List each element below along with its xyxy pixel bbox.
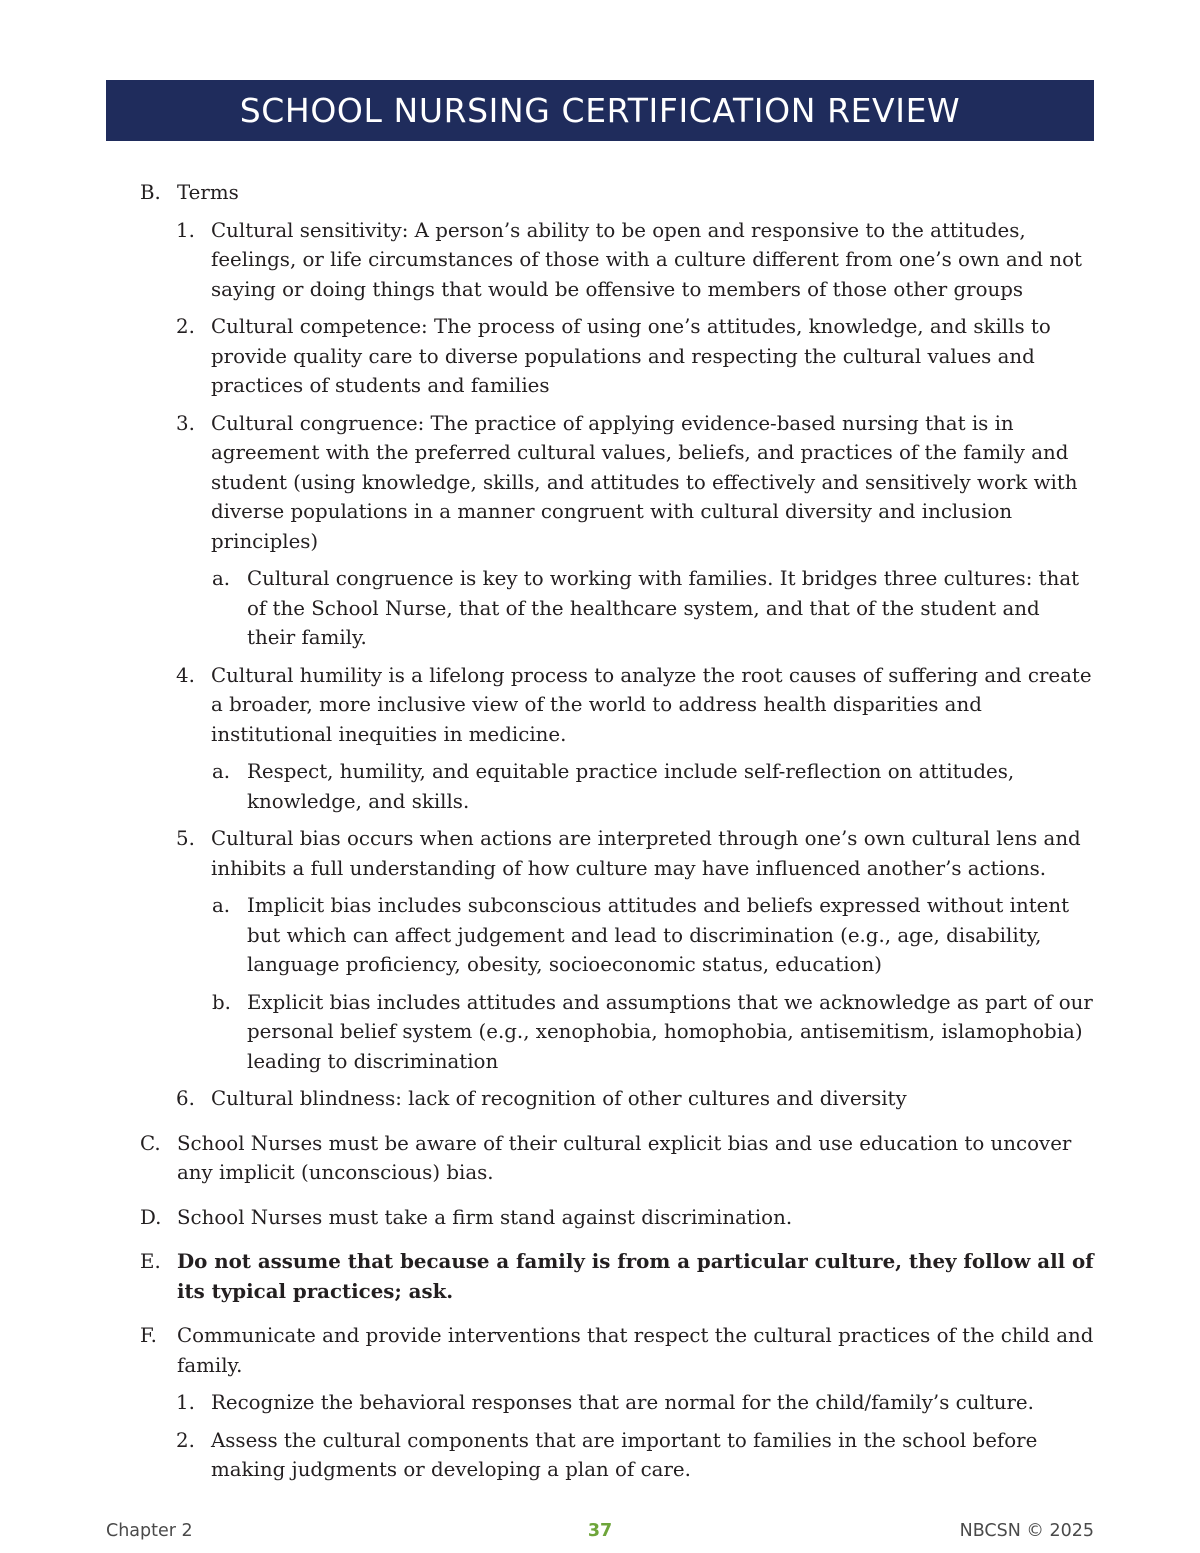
outline-item-f1 — [176, 1388, 1094, 1418]
outline-item-b4a — [212, 757, 1094, 816]
item-text: Recognize the behavioral responses that are normal for the child/family’s culture. — [211, 1391, 1034, 1414]
outline-item-b3a — [212, 564, 1094, 653]
outline-item-b5b — [212, 988, 1094, 1077]
item-marker: a. — [212, 567, 231, 590]
item-marker: D. — [140, 1205, 162, 1229]
item-text: Terms — [177, 181, 239, 204]
item-text: Cultural sensitivity: A person’s ability to be open and responsive to the attitudes, feelings, or life circumstances of those with a culture different from one’s own and not saying or doing things that would be offensive to members of those other groups — [211, 218, 1082, 301]
outline-item-b — [140, 178, 1094, 208]
outline-item-b5a — [212, 891, 1094, 980]
outline-item-b6 — [176, 1084, 1094, 1114]
item-text: Respect, humility, and equitable practice include self-reflection on attitudes, knowledge, and skills. — [247, 760, 1015, 813]
item-text: Explicit bias includes attitudes and assumptions that we acknowledge as part of our personal belief system (e.g., xenophobia, homophobia, antisemitism, islamophobia) leading to discrimination — [247, 990, 1093, 1073]
item-marker: b. — [212, 990, 231, 1014]
item-marker: B. — [140, 181, 161, 204]
item-marker: 5. — [176, 827, 195, 850]
item-text: Cultural bias occurs when actions are interpreted through one’s own cultural lens and inhibits a full understanding of how culture may have influenced another’s actions. — [211, 827, 1081, 880]
outline-item-c — [140, 1129, 1094, 1188]
item-text: Cultural humility is a lifelong process to analyze the root causes of suffering and create a broader, more inclusive view of the world to address health disparities and institutional inequities in medicine. — [211, 663, 1092, 746]
item-text: Communicate and provide interventions that respect the cultural practices of the child and family. — [177, 1324, 1094, 1377]
item-text: Cultural congruence: The practice of applying evidence-based nursing that is in agreement with the preferred cultural values, beliefs, and practices of the family and student (using knowledge, skills, and attitudes to effectively and sensitively work with diverse populations in a manner congruent with cultural diversity and inclusion principles) — [211, 411, 1078, 553]
item-text: School Nurses must be aware of their cultural explicit bias and use education to uncover any implicit (unconscious) bias. — [177, 1131, 1072, 1184]
outline-item-f — [140, 1321, 1094, 1380]
item-marker: E. — [140, 1250, 161, 1273]
item-marker: a. — [212, 760, 231, 783]
item-text: School Nurses must take a firm stand against discrimination. — [177, 1205, 793, 1229]
item-marker: 1. — [176, 218, 195, 242]
item-marker: a. — [212, 894, 231, 917]
outline-item-d — [140, 1203, 1094, 1233]
item-marker: C. — [140, 1131, 161, 1155]
item-text-emphasis: Do not assume that because a family is from a particular culture, they follow all of its typical practices; ask. — [177, 1249, 1094, 1303]
item-marker: 1. — [176, 1391, 195, 1414]
item-text: Cultural competence: The process of using one’s attitudes, knowledge, and skills to provide quality care to diverse populations and respecting the cultural values and practices of students and families — [211, 315, 1051, 397]
item-marker: 3. — [176, 411, 195, 435]
header-banner — [106, 80, 1094, 141]
item-text: Assess the cultural components that are important to families in the school before making judgments or developing a plan of care. — [211, 1428, 1038, 1481]
item-marker: 4. — [176, 663, 195, 687]
page-number: 37 — [587, 1521, 613, 1541]
item-text: Implicit bias includes subconscious attitudes and beliefs expressed without intent but which can affect judgement and lead to discrimination (e.g., age, disability, language proficiency, obesity, socioeconomic status, education) — [247, 894, 1070, 976]
item-text: Cultural blindness: lack of recognition of other cultures and diversity — [211, 1087, 907, 1110]
outline-item-b4 — [176, 661, 1094, 750]
outline-item-b3 — [176, 409, 1094, 557]
page-title: SCHOOL NURSING CERTIFICATION REVIEW — [239, 91, 961, 130]
footer-chapter: Chapter 2 — [106, 1521, 193, 1541]
item-marker: 6. — [176, 1087, 195, 1110]
outline-item-b5 — [176, 824, 1094, 883]
outline-item-b2 — [176, 312, 1094, 401]
item-marker: 2. — [176, 1428, 195, 1452]
item-marker: 2. — [176, 315, 195, 338]
outline-item-f2 — [176, 1426, 1094, 1485]
item-text: Cultural congruence is key to working with families. It bridges three cultures: that of the School Nurse, that of the healthcare system, and that of the student and their family. — [247, 567, 1080, 649]
footer-copyright: NBCSN © 2025 — [959, 1521, 1094, 1541]
outline-item-e — [140, 1247, 1094, 1306]
outline-content — [140, 178, 1094, 1485]
page-footer — [106, 1521, 1094, 1545]
item-marker: F. — [140, 1324, 157, 1347]
outline-item-b1 — [176, 216, 1094, 305]
